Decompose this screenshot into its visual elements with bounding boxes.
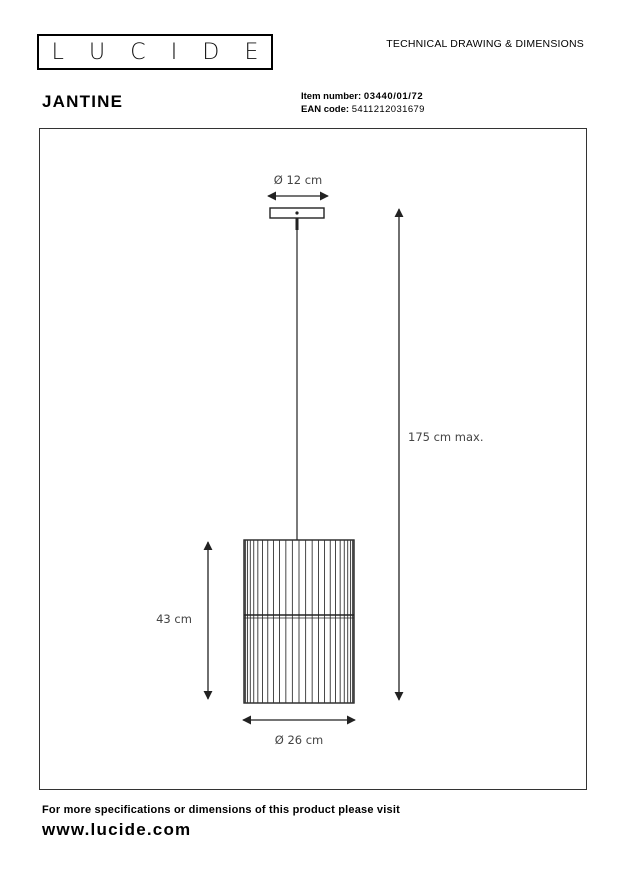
technical-drawing-frame	[39, 128, 587, 790]
shade-height-label: 43 cm	[156, 612, 192, 626]
product-name: JANTINE	[42, 92, 124, 111]
logo-letter: E	[244, 39, 259, 65]
item-number: 03440/01/72	[363, 91, 424, 102]
brand-logo	[37, 34, 273, 70]
item-info	[301, 90, 425, 116]
website-link[interactable]: www.lucide.com	[42, 820, 192, 839]
logo-letter: D	[202, 39, 220, 65]
canopy-diameter-label: Ø 12 cm	[273, 173, 323, 187]
logo-letter: C	[130, 39, 146, 65]
ean-line	[301, 103, 425, 116]
logo-letter: L	[51, 39, 64, 65]
logo-letter: I	[170, 39, 178, 65]
canopy-screw	[295, 211, 298, 214]
ean-label: EAN code:	[301, 104, 350, 115]
technical-drawing	[40, 129, 588, 791]
item-number-line	[301, 90, 425, 103]
footer-note: For more specifications or dimensions of this product please visit	[42, 804, 400, 816]
logo-letter: U	[88, 39, 106, 65]
lamp-shade	[244, 540, 354, 703]
shade-diameter-label: Ø 26 cm	[274, 733, 324, 747]
item-number-label: Item number:	[301, 91, 362, 102]
total-height-label: 175 cm max.	[408, 430, 484, 444]
ean-code: 5411212031679	[351, 104, 425, 115]
document-type: TECHNICAL DRAWING & DIMENSIONS	[386, 38, 584, 50]
